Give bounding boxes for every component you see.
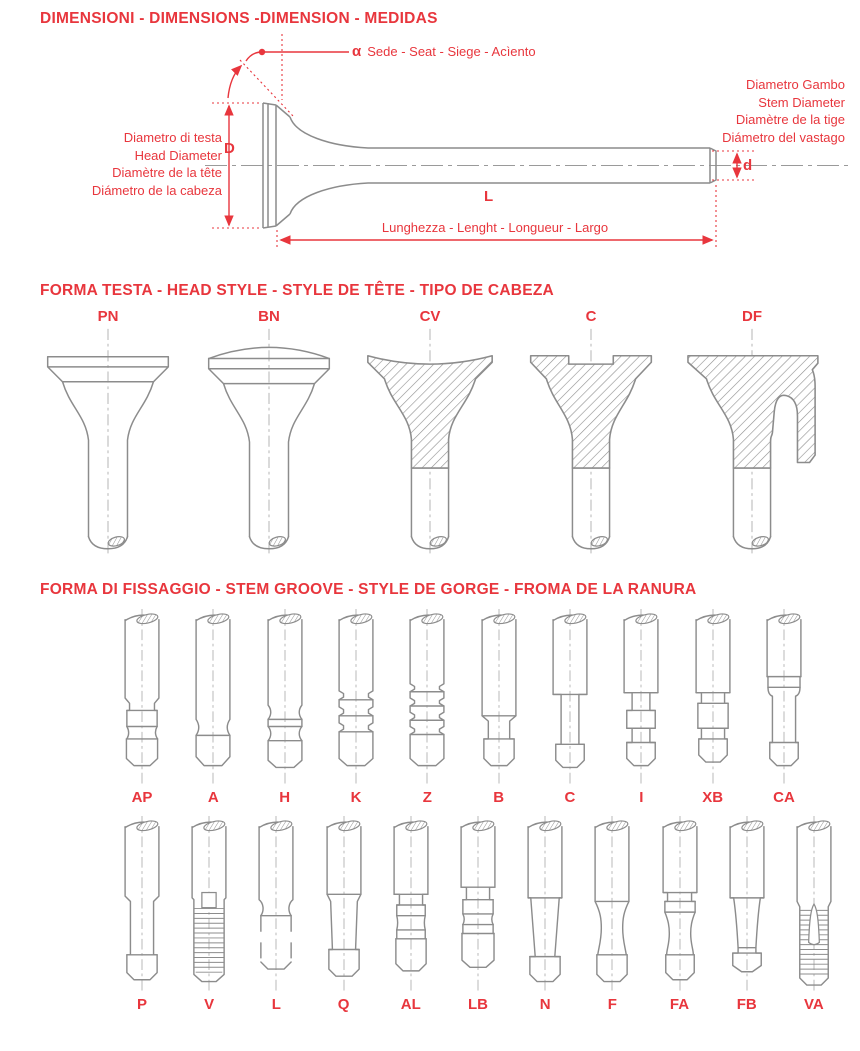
stem-label: XB [702,789,724,806]
stem-label: L [271,996,281,1013]
stem-figure-v [179,816,239,1013]
stem-drawing-fb [718,816,776,994]
stem-drawing-q [315,816,373,994]
stem-figure-q [314,816,374,1013]
alpha-symbol: α [352,43,362,60]
stem-diameter-symbol: d [743,157,753,174]
stem-drawing-i [612,609,670,787]
stem-figure-lb [448,816,508,1013]
stem-figure-c [540,609,600,806]
stem-figure-ap [112,609,172,806]
head-style-label: BN [258,308,280,325]
head-style-figure-pn [28,308,188,559]
stem-figure-f [582,816,642,1013]
head-drawing-df [673,327,831,559]
head-style-label: CV [419,308,441,325]
stem-label: K [350,789,362,806]
stem-drawing-b [470,609,528,787]
stem-label: CA [773,789,795,806]
stem-drawing-lb [449,816,507,994]
stem-drawing-l [247,816,305,994]
head-drawing-pn [29,327,187,559]
head-style-label: C [585,308,597,325]
stem-drawing-va [785,816,843,994]
stem-drawing-fa [651,816,709,994]
stem-label: C [564,789,576,806]
head-style-label: DF [742,308,762,325]
stem-figure-fa [650,816,710,1013]
length-label: Lunghezza - Lenght - Longueur - Largo [381,220,609,235]
stem-figure-a [183,609,243,806]
stem-drawing-al [382,816,440,994]
dimensions-title: DIMENSIONI - DIMENSIONS -DIMENSION - MEDIDAS [40,10,438,27]
head-style-label: PN [97,308,119,325]
stem-figure-fb [717,816,777,1013]
head-style-title: FORMA TESTA - HEAD STYLE - STYLE DE TÊTE - TIPO DE CABEZA [40,282,554,299]
head-style-figure-df [672,308,832,559]
valve-dimension-diagram [0,32,860,260]
stem-label: B [493,789,505,806]
stem-drawing-k [327,609,385,787]
key-block [202,893,216,908]
stem-drawing-xb [684,609,742,787]
seat-angle-arc [228,66,241,98]
stem-label: F [607,996,617,1013]
stem-groove-row-2 [0,816,860,1013]
stem-figure-i [611,609,671,806]
stem-label: H [279,789,291,806]
stem-figure-va [784,816,844,1013]
head-drawing-cv [351,327,509,559]
head-style-figure-c [511,308,671,559]
stem-figure-k [326,609,386,806]
stem-drawing-f [583,816,641,994]
stem-label: AP [131,789,153,806]
stem-label: N [539,996,551,1013]
stem-label: VA [804,996,824,1013]
stem-figure-z [397,609,457,806]
stem-label: Q [337,996,350,1013]
head-diameter-symbol: D [224,140,235,157]
seat-label: α Sede - Seat - Siege - Acìento [352,43,536,60]
stem-label: A [207,789,219,806]
head-style-figure-cv [350,308,510,559]
stem-label: FA [669,996,690,1013]
stem-label: V [204,996,215,1013]
stem-figure-xb [683,609,743,806]
stem-figure-h [255,609,315,806]
stem-label: P [136,996,147,1013]
stem-drawing-ca [755,609,813,787]
leader-dot [259,49,265,55]
stem-drawing-v [180,816,238,994]
stem-label: I [639,789,644,806]
stem-drawing-z [398,609,456,787]
stem-groove-row-1 [0,609,860,806]
head-style-figure-bn [189,308,349,559]
stem-groove-title: FORMA DI FISSAGGIO - STEM GROOVE - STYLE DE GORGE - FROMA DE LA RANURA [40,581,697,598]
stem-label: FB [736,996,757,1013]
head-style-row [0,308,860,559]
stem-figure-n [515,816,575,1013]
stem-figure-b [469,609,529,806]
stem-figure-p [112,816,172,1013]
length-symbol: L [484,188,494,205]
head-diameter-label: Diametro di testa Head Diameter Diamètre de la tête Diámetro de la cabeza [91,130,222,198]
head-drawing-c [512,327,670,559]
stem-drawing-h [256,609,314,787]
stem-drawing-a [184,609,242,787]
stem-figure-al [381,816,441,1013]
head-drawing-bn [190,327,348,559]
stem-drawing-ap [113,609,171,787]
stem-label: Z [422,789,432,806]
stem-drawing-c [541,609,599,787]
stem-label: LB [467,996,488,1013]
stem-drawing-n [516,816,574,994]
stem-diameter-label: Diametro Gambo Stem Diameter Diamètre de la tige Diámetro del vastago [722,77,845,145]
stem-figure-ca [754,609,814,806]
stem-drawing-p [113,816,171,994]
stem-figure-l [246,816,306,1013]
stem-label: AL [400,996,421,1013]
